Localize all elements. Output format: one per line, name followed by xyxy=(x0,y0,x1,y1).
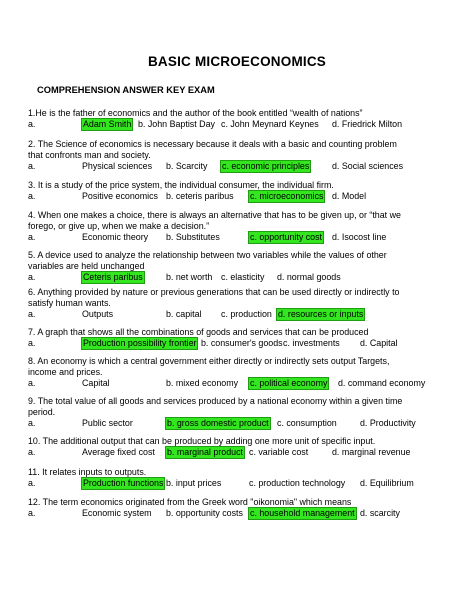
question-6 xyxy=(28,287,458,320)
question-text: 6. Anything provided by nature or previous generations that can be used directly or indirectly to xyxy=(28,287,400,297)
option-letter-a: a. xyxy=(28,309,36,319)
option-a-answer-highlight: Production functions xyxy=(83,478,164,488)
option-c: c. John Meynard Keynes xyxy=(221,119,319,129)
option-c-answer-highlight: c. economic principles xyxy=(222,161,310,171)
question-text-line-2: that confronts man and society. xyxy=(28,150,151,160)
question-text: 8. An economy is which a central government either directly or indirectly sets output Targets, xyxy=(28,356,390,366)
question-12 xyxy=(28,497,458,519)
option-letter-a: a. xyxy=(28,119,36,129)
option-b: b. Scarcity xyxy=(166,161,208,171)
option-c: c. elasticity xyxy=(221,272,265,282)
question-10 xyxy=(28,436,458,458)
option-d: d. Productivity xyxy=(360,418,416,428)
question-9 xyxy=(28,396,458,429)
question-text: 10. The additional output that can be produced by adding one more unit of specific input. xyxy=(28,436,376,446)
option-d: d. normal goods xyxy=(277,272,341,282)
question-7 xyxy=(28,327,458,349)
option-d: d. Model xyxy=(332,191,367,201)
question-text-line-2: period. xyxy=(28,407,56,417)
option-c-answer-highlight: c. political economy xyxy=(250,378,328,388)
option-c-answer-highlight: c. household management xyxy=(250,508,355,518)
answer-options xyxy=(28,378,458,389)
option-c: c. production xyxy=(221,309,272,319)
option-letter-a: a. xyxy=(28,378,36,388)
option-letter-a: a. xyxy=(28,447,36,457)
option-d: d. scarcity xyxy=(360,508,400,518)
option-d: d. Isocost line xyxy=(332,232,387,242)
question-text-line-2: forego, or give up, when we make a decision.” xyxy=(28,221,210,231)
option-a: Average fixed cost xyxy=(82,447,155,457)
option-letter-a: a. xyxy=(28,272,36,282)
question-text-line-2: satisfy human wants. xyxy=(28,298,111,308)
question-text: 7. A graph that shows all the combinations of goods and services that can be produced xyxy=(28,327,369,337)
option-c: c. consumption xyxy=(277,418,337,428)
answer-options xyxy=(28,161,458,172)
answer-options xyxy=(28,309,458,320)
option-letter-a: a. xyxy=(28,161,36,171)
option-b-answer-highlight: b. marginal product xyxy=(167,447,243,457)
option-letter-a: a. xyxy=(28,508,36,518)
option-a: Capital xyxy=(82,378,110,388)
question-text: 1.He is the father of economics and the author of the book entitled “wealth of nations” xyxy=(28,108,363,118)
option-letter-a: a. xyxy=(28,478,36,488)
question-text-line-2: income and prices. xyxy=(28,367,103,377)
answer-options xyxy=(28,418,458,429)
option-c: c. investments xyxy=(283,338,340,348)
option-c: c. variable cost xyxy=(249,447,309,457)
option-b: b. net worth xyxy=(166,272,213,282)
option-a-answer-highlight: Adam Smith xyxy=(83,119,132,129)
option-b-answer-highlight: b. gross domestic product xyxy=(167,418,269,428)
question-text: 11. It relates inputs to outputs. xyxy=(28,467,147,477)
option-a: Positive economics xyxy=(82,191,158,201)
option-c-answer-highlight: c. microeconomics xyxy=(250,191,324,201)
option-d: d. Equilibrium xyxy=(360,478,414,488)
option-d: d. Capital xyxy=(360,338,398,348)
question-3 xyxy=(28,180,458,202)
question-text-line-2: variables are held unchanged xyxy=(28,261,145,271)
question-text: 4. When one makes a choice, there is always an alternative that has to be given up, or “that we xyxy=(28,210,401,220)
question-4 xyxy=(28,210,458,243)
option-b: b. capital xyxy=(166,309,202,319)
answer-options xyxy=(28,272,458,283)
option-a: Economic system xyxy=(82,508,152,518)
option-b: b. opportunity costs xyxy=(166,508,243,518)
question-text: 12. The term economics originated from the Greek word "oikonomia" which means xyxy=(28,497,352,507)
question-11 xyxy=(28,467,458,489)
option-a-answer-highlight: Production possibility frontier xyxy=(83,338,197,348)
question-1 xyxy=(28,108,458,130)
question-2 xyxy=(28,139,458,172)
option-letter-a: a. xyxy=(28,338,36,348)
option-letter-a: a. xyxy=(28,418,36,428)
question-text: 2. The Science of economics is necessary because it deals with a basic and counting problem xyxy=(28,139,397,149)
answer-options xyxy=(28,191,458,202)
option-a-answer-highlight: Ceteris paribus xyxy=(83,272,143,282)
option-d: d. Friedrick Milton xyxy=(332,119,403,129)
answer-options xyxy=(28,119,458,130)
option-a: Physical sciences xyxy=(82,161,153,171)
answer-options xyxy=(28,508,458,519)
document-title: BASIC MICROECONOMICS xyxy=(147,54,326,69)
question-text: 3. It is a study of the price system, the individual consumer, the individual firm. xyxy=(28,180,334,190)
question-8 xyxy=(28,356,458,389)
answer-options xyxy=(28,232,458,243)
option-d-answer-highlight: d. resources or inputs xyxy=(278,309,364,319)
option-a: Outputs xyxy=(82,309,114,319)
answer-options xyxy=(28,338,458,349)
option-b: b. Substitutes xyxy=(166,232,220,242)
option-c-answer-highlight: c. opportunity cost xyxy=(250,232,323,242)
option-letter-a: a. xyxy=(28,232,36,242)
document-subtitle: COMPREHENSION ANSWER KEY EXAM xyxy=(37,85,215,95)
question-text: 9. The total value of all goods and services produced by a national economy within a given time xyxy=(28,396,403,406)
question-5 xyxy=(28,250,458,283)
option-b: b. ceteris paribus xyxy=(166,191,234,201)
option-c: c. production technology xyxy=(249,478,346,488)
option-b: b. John Baptist Day xyxy=(138,119,215,129)
option-d: d. marginal revenue xyxy=(332,447,411,457)
option-b: b. consumer's goods xyxy=(201,338,283,348)
option-a: Public sector xyxy=(82,418,133,428)
option-a: Economic theory xyxy=(82,232,149,242)
option-d: d. command economy xyxy=(338,378,426,388)
question-text: 5. A device used to analyze the relationship between two variables while the values of other xyxy=(28,250,387,260)
option-d: d. Social sciences xyxy=(332,161,404,171)
option-b: b. input prices xyxy=(166,478,222,488)
option-letter-a: a. xyxy=(28,191,36,201)
answer-options xyxy=(28,447,458,458)
option-b: b. mixed economy xyxy=(166,378,239,388)
answer-options xyxy=(28,478,458,489)
